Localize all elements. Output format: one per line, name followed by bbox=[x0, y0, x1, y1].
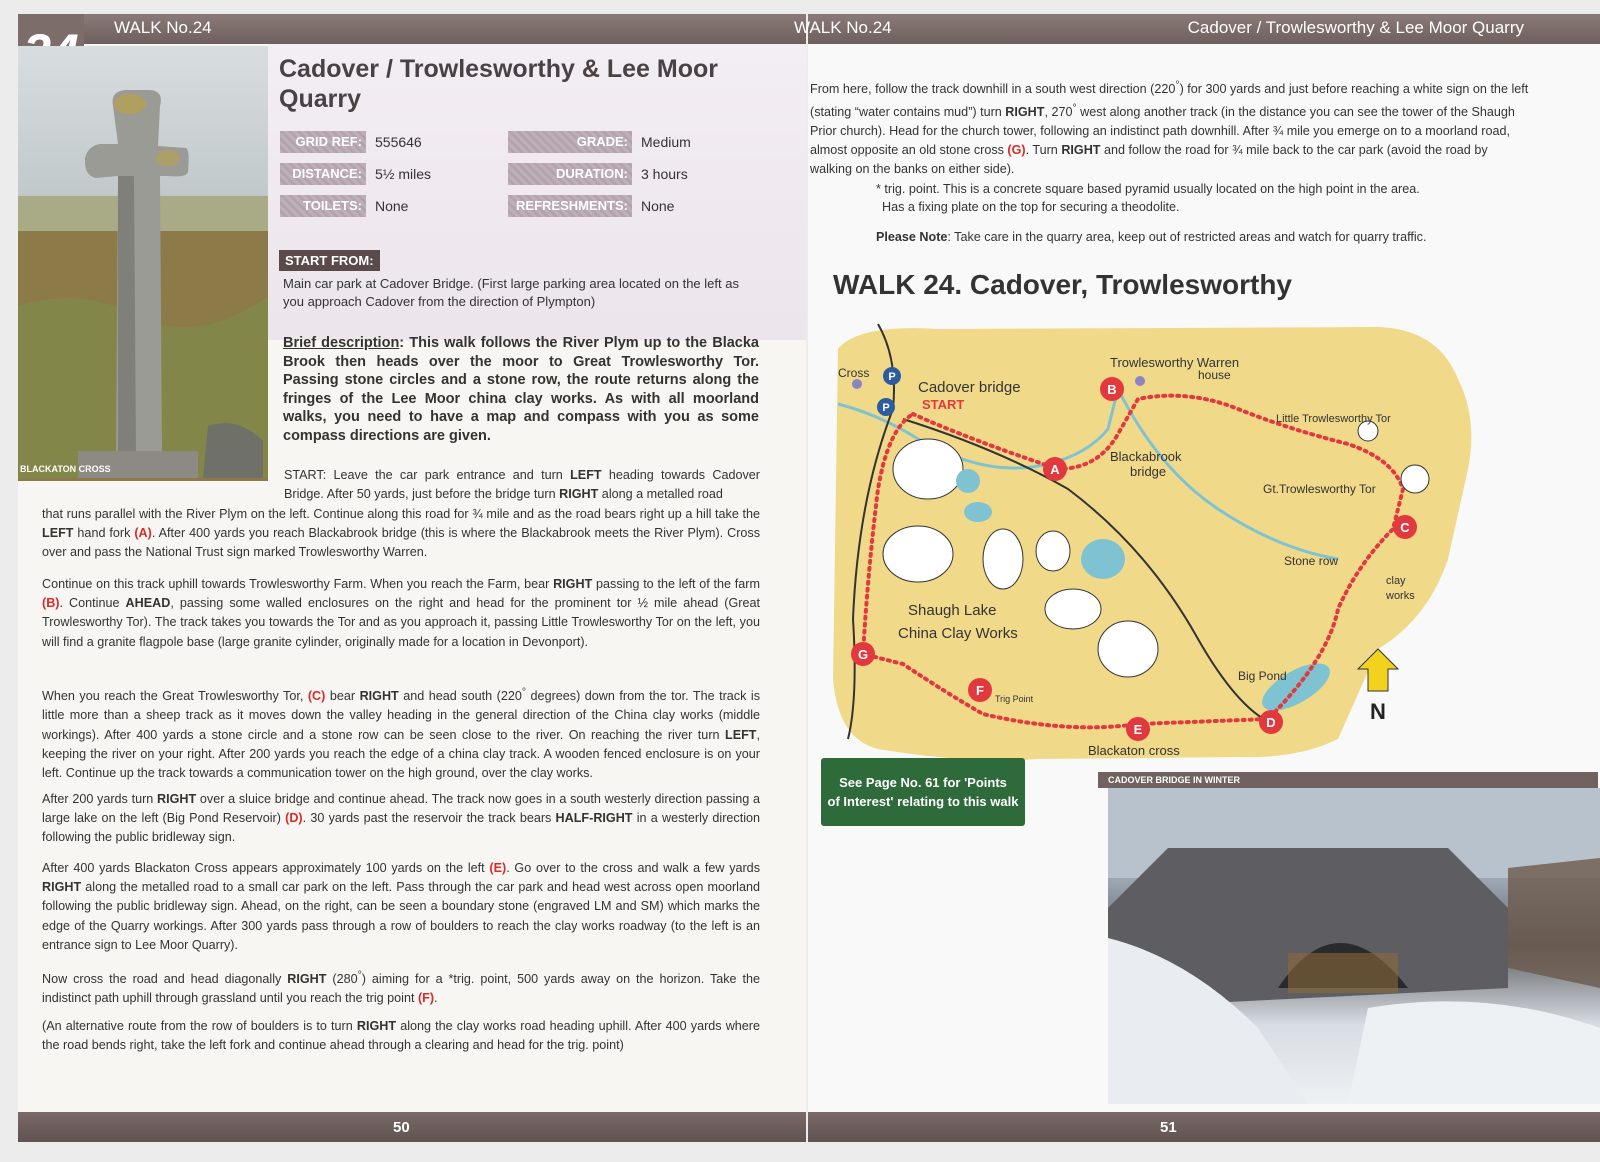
svg-text:F: F bbox=[976, 683, 984, 698]
brief-text: : This walk follows the River Plym up to the Blacka Brook then heads over the moor to Great Trowlesworthy Tor. Passing stone circles and a stone row, the route returns along the fringes of the Lee Moor china clay works. As with all moorland walks, you need to have a map and compass with you as some compass directions are given. bbox=[283, 335, 759, 444]
paragraph-5: After 400 yards Blackaton Cross appears approximately 100 yards on the left (E). Go over to the cross and walk a few yards RIGHT along the metalled road to a small car park on the left. Pass through the car park and head west across open moorland following the public bridleway sign. Ahead, on the right, can be seen a boundary stone (engraved LM and SM) which marks the edge of the Quarry workings. After 300 yards pass through a row of boulders to reach the clay works roadway (to the left is an entrance sign to Lee Moor Quarry). bbox=[42, 861, 760, 952]
pond bbox=[956, 469, 980, 493]
label-shaugh-lake: Shaugh Lake bbox=[908, 602, 997, 619]
walk-route-map bbox=[818, 319, 1560, 769]
duration-value: 3 hours bbox=[641, 166, 688, 182]
svg-text:P: P bbox=[882, 402, 890, 414]
bridge-illustration bbox=[1108, 788, 1600, 1104]
waypoint-b bbox=[1100, 377, 1124, 401]
clay-pit bbox=[1036, 531, 1070, 571]
pond bbox=[964, 502, 992, 522]
paragraph-3: When you reach the Great Trowlesworthy Tor, (C) bear RIGHT and head south (220° degrees) down from the tor. The track is little more than a sheep track as it moves down the valley heading in the general direction of the China clay works (middle workings). After 400 yards a stone circle and a stone row can be seen close to the river. On reaching the river turn LEFT, keeping the river on your right. After 200 yards you reach the edge of a china clay track. A wooden fenced enclosure is on your left. Continue up the track towards a communication tower on the high ground, over the clay works. bbox=[42, 686, 760, 780]
svg-text:P: P bbox=[888, 371, 896, 383]
pond bbox=[1081, 539, 1125, 579]
walk-title: Cadover / Trowlesworthy & Lee Moor Quarry bbox=[279, 55, 718, 113]
grade-label: GRADE: bbox=[508, 131, 632, 153]
great-tor-icon bbox=[1401, 465, 1429, 493]
label-house: house bbox=[1198, 368, 1231, 382]
label-blackabrook: Blackabrook bbox=[1110, 449, 1182, 464]
distance-label: DISTANCE: bbox=[280, 163, 366, 185]
paragraph-7: (An alternative route from the row of boulders is to turn RIGHT along the clay works road heading uphill. After 400 yards where the road bends right, take the left fork and continue ahead through a clearing and head for the trig. point) bbox=[42, 1019, 760, 1053]
route-map-svg bbox=[818, 319, 1560, 769]
label-cross: Cross bbox=[838, 366, 870, 380]
clay-pit bbox=[1045, 589, 1101, 629]
label-cadover-bridge: Cadover bridge bbox=[918, 379, 1021, 396]
refreshments-label: REFRESHMENTS: bbox=[508, 195, 632, 217]
label-little-tor: Little Trowlesworthy Tor bbox=[1276, 413, 1391, 425]
waypoint-d bbox=[1259, 710, 1283, 734]
toilets-value: None bbox=[375, 198, 409, 214]
paragraph-1b: that runs parallel with the River Plym on the left. Continue along this road for ¾ mile and as the road bears right up a hill take the LEFT hand fork (A). After 400 yards you reach Blackabrook bridge (this is where the Blackabrook meets the River Plym). Cross over and pass the National Trust sign marked Trowlesworthy Warren. bbox=[42, 507, 760, 560]
directions-continued: From here, follow the track downhill in a south west direction (220°) for 300 yards and just before reaching a white sign on the left (stating “water contains mud”) turn RIGHT, 270° west along another track (in the distance you can see the tower of the Shaugh Prior church). Head for the church tower, following an indistinct path downhill. After ¾ mile you emerge on to a moorland road, almost opposite an old stone cross (G). Turn RIGHT and follow the road for ¾ mile back to the car park (avoid the road by walking on the banks on either side). bbox=[810, 79, 1529, 177]
walk-header-left: WALK No.24 bbox=[114, 18, 212, 37]
clay-pit bbox=[1098, 621, 1158, 677]
clay-pit bbox=[883, 526, 953, 582]
svg-text:E: E bbox=[1133, 722, 1143, 737]
label-bridge: bridge bbox=[1130, 464, 1167, 479]
waypoint-a bbox=[1043, 457, 1067, 481]
label-start: START bbox=[922, 397, 965, 412]
stone-cross-illustration bbox=[18, 46, 268, 478]
waypoint-f bbox=[968, 678, 992, 702]
grade-value: Medium bbox=[641, 134, 691, 150]
svg-text:G: G bbox=[857, 647, 869, 662]
label-trig-point: Trig Point bbox=[995, 694, 1034, 704]
photo-caption-right: CADOVER BRIDGE IN WINTER bbox=[1098, 772, 1598, 788]
waypoint-e bbox=[1126, 717, 1150, 741]
right-page bbox=[794, 14, 1600, 1142]
clay-pit bbox=[893, 439, 963, 499]
svg-text:D: D bbox=[1266, 715, 1276, 730]
trig-note-1: * trig. point. This is a concrete square based pyramid usually located on the high point in the area. bbox=[876, 182, 1420, 196]
svg-text:A: A bbox=[1050, 462, 1060, 477]
left-page bbox=[18, 14, 806, 1142]
paragraph-2: Continue on this track uphill towards Trowlesworthy Farm. When you reach the Farm, bear RIGHT passing to the left of the farm (B). Continue AHEAD, passing some walled enclosures on the right and head for the prominent tor ½ mile ahead (Great Trowlesworthy Tor). The track takes you towards the Tor and as you approach it, passing Little Trowlesworthy Tor on the left, you will find a granite flagpole base (large granite cylinder, originally made for a location in Devonport). bbox=[42, 577, 760, 649]
cadover-bridge-photo bbox=[1108, 788, 1600, 1104]
start-from-text: Main car park at Cadover Bridge. (First large parking area located on the left as you approach Cadover from the direction of Plympton) bbox=[283, 276, 739, 309]
walk-title-header: Cadover / Trowlesworthy & Lee Moor Quarry bbox=[1187, 18, 1524, 37]
brief-description bbox=[283, 334, 759, 445]
waypoint-g bbox=[851, 642, 875, 666]
cross-marker bbox=[852, 379, 862, 389]
walk-header-right: WALK No.24 bbox=[794, 18, 892, 37]
parking-icon bbox=[877, 398, 895, 416]
toilets-label: TOILETS: bbox=[280, 195, 366, 217]
blackaton-cross-photo bbox=[18, 46, 268, 478]
photo-caption-left: BLACKATON CROSS bbox=[20, 464, 111, 474]
grid-ref-label: GRID REF: bbox=[280, 131, 366, 153]
brief-label: Brief description bbox=[283, 335, 400, 351]
distance-value: 5½ miles bbox=[375, 166, 432, 182]
paragraph-1a: START: Leave the car park entrance and turn LEFT heading towards Cadover Bridge. After 50 yards, just before the bridge turn RIGHT along a metalled road bbox=[284, 468, 760, 502]
label-clay: clay bbox=[1386, 575, 1406, 587]
points-of-interest-box bbox=[821, 758, 1025, 826]
clay-pit bbox=[983, 529, 1023, 589]
duration-label: DURATION: bbox=[508, 163, 632, 185]
warren-marker bbox=[1135, 376, 1145, 386]
trig-note-2: Has a fixing plate on the top for securing a theodolite. bbox=[882, 200, 1180, 214]
label-big-pond: Big Pond bbox=[1238, 669, 1287, 683]
page-number-right: 51 bbox=[1160, 1119, 1177, 1136]
svg-text:C: C bbox=[1400, 520, 1410, 535]
label-china-clay: China Clay Works bbox=[898, 625, 1018, 642]
label-blackaton-cross: Blackaton cross bbox=[1088, 743, 1180, 758]
paragraph-6: Now cross the road and head diagonally RIGHT (280°) aiming for a *trig. point, 500 yards away on the horizon. Take the indistinct path uphill through grassland until you reach the trig point (F). bbox=[42, 969, 760, 1006]
label-works: works bbox=[1386, 590, 1415, 602]
poi-line-1: See Page No. 61 for 'Points bbox=[839, 775, 1007, 790]
waypoint-c bbox=[1393, 515, 1417, 539]
footer-band-right bbox=[808, 1112, 1600, 1142]
page-number-left: 50 bbox=[393, 1119, 410, 1136]
grid-ref-value: 555646 bbox=[375, 134, 422, 150]
label-gt-tor: Gt.Trowlesworthy Tor bbox=[1263, 482, 1376, 496]
parking-icon bbox=[883, 367, 901, 385]
svg-text:N: N bbox=[1370, 699, 1386, 724]
header-band-left bbox=[18, 14, 806, 44]
start-from-label: START FROM: bbox=[279, 250, 380, 271]
label-stone-row: Stone row bbox=[1284, 554, 1339, 568]
poi-line-2: of Interest' relating to this walk bbox=[827, 794, 1019, 809]
footer-band-left bbox=[18, 1112, 806, 1142]
header-band-right bbox=[794, 14, 1600, 44]
paragraph-4: After 200 yards turn RIGHT over a sluice bridge and continue ahead. The track now goes in a south westerly direction passing a large lake on the left (Big Pond Reservoir) (D). 30 yards past the reservoir the track bears HALF-RIGHT in a westerly direction following the public bridleway sign. bbox=[42, 792, 761, 845]
please-note: Please Note: Take care in the quarry area, keep out of restricted areas and watch for quarry traffic. bbox=[876, 230, 1427, 244]
refreshments-value: None bbox=[641, 198, 675, 214]
svg-text:B: B bbox=[1107, 382, 1117, 397]
label-trowlesworthy-warren: Trowlesworthy Warren bbox=[1110, 355, 1240, 370]
map-title: WALK 24. Cadover, Trowlesworthy bbox=[833, 269, 1293, 300]
